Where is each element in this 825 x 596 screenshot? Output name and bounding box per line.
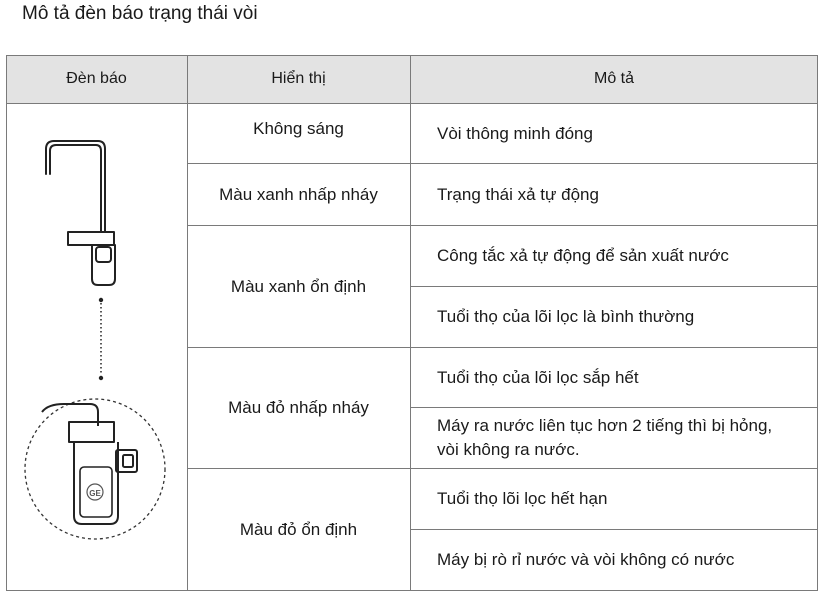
- description-flush-switch: Công tắc xả tự động để sản xuất nước: [437, 246, 729, 265]
- header-display: Hiển thị: [187, 55, 410, 103]
- description-filter-normal: Tuổi thọ của lõi lọc là bình thường: [437, 307, 695, 326]
- svg-text:GE: GE: [89, 489, 101, 498]
- faucet-icon: [46, 141, 115, 285]
- table-border-right: [817, 55, 818, 591]
- display-red-blinking: Màu đỏ nhấp nháy: [228, 398, 369, 417]
- faucet-detail-icon: [42, 404, 137, 524]
- col-divider-2: [410, 55, 411, 591]
- dotted-connector: [99, 298, 103, 380]
- zoom-circle: [25, 399, 165, 539]
- display-green-steady: Màu xanh ổn định: [230, 276, 367, 296]
- description-auto-flush: Trạng thái xả tự động: [437, 184, 599, 204]
- description-leak: Máy bị rò rỉ nước và vòi không có nước: [437, 550, 735, 569]
- description-continuous-output: Máy ra nước liên tục hơn 2 tiếng thì bị hỏng, vòi không ra nước.: [437, 416, 773, 459]
- status-table: [6, 55, 818, 591]
- description-faucet-closed: Vòi thông minh đóng: [437, 123, 593, 143]
- ge-logo: [87, 484, 103, 500]
- header-description: Mô tả: [410, 55, 818, 103]
- display-red-steady: Màu đỏ ổn định: [239, 519, 358, 539]
- table-border-top: [6, 55, 818, 56]
- page-title: Mô tả đèn báo trạng thái vòi: [22, 3, 258, 24]
- description-filter-expired: Tuổi thọ lõi lọc hết hạn: [437, 489, 608, 508]
- display-off: Không sáng: [253, 118, 344, 138]
- description-filter-near-end: Tuổi thọ của lõi lọc sắp hết: [437, 367, 639, 387]
- header-indicator: Đèn báo: [6, 55, 187, 103]
- faucet-illustration: [6, 104, 186, 591]
- display-green-blinking: Màu xanh nhấp nháy: [219, 184, 378, 204]
